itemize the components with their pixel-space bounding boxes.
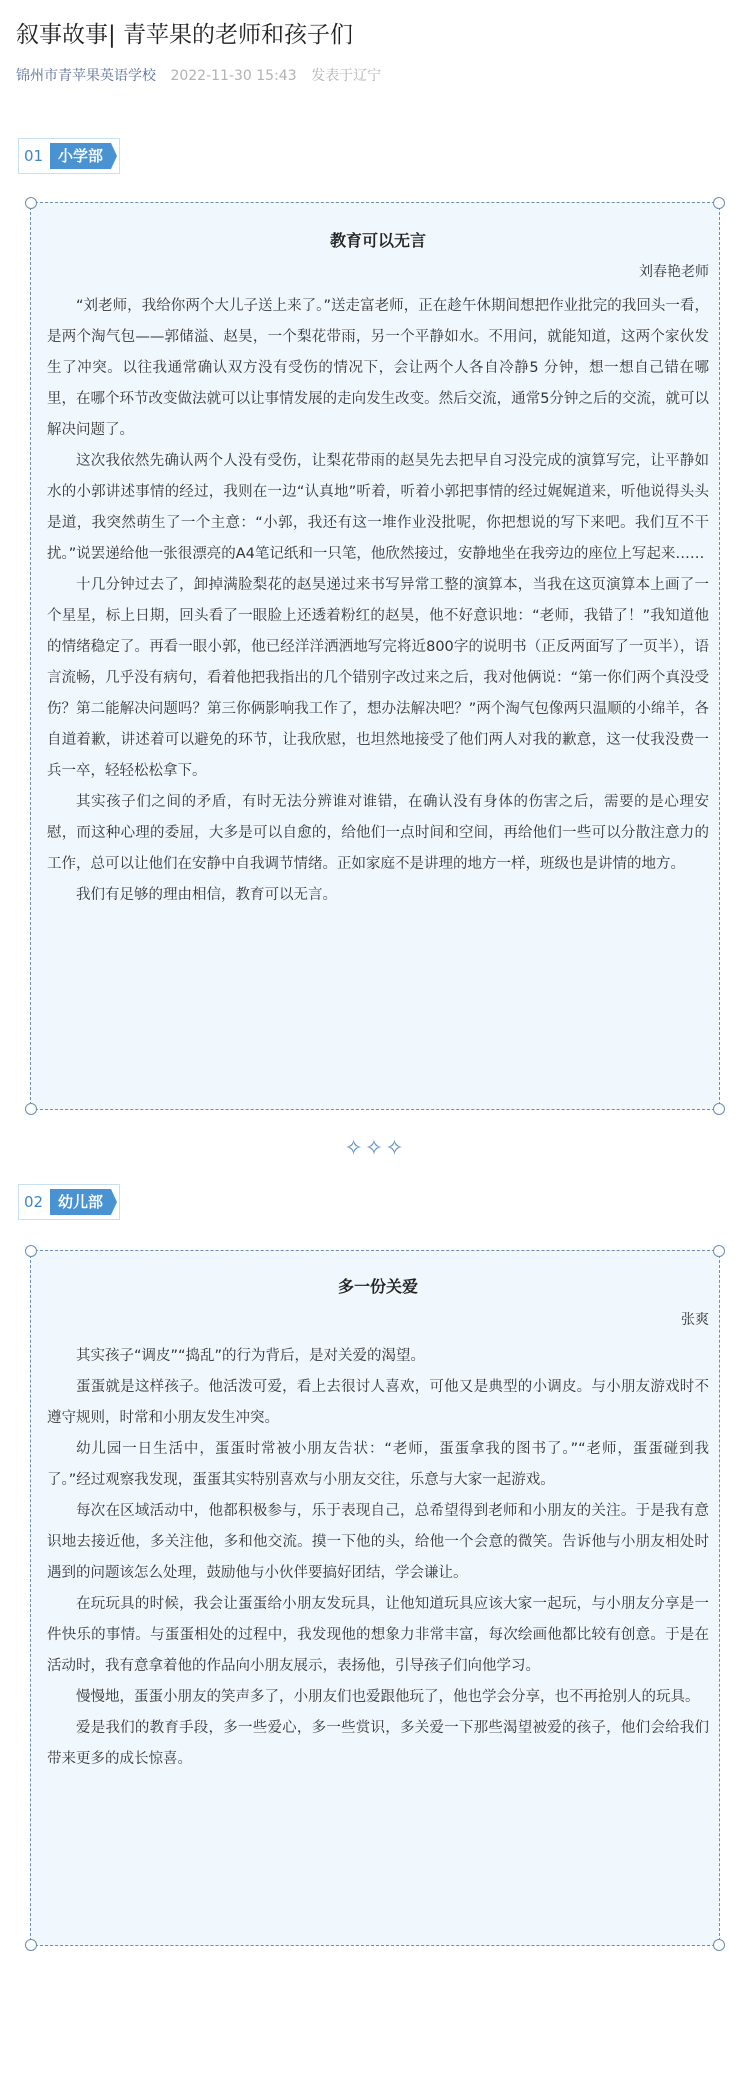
corner-dot bbox=[713, 1245, 725, 1257]
story-paragraph: 其实孩子“调皮”“捣乱”的行为背后，是对关爱的渴望。 bbox=[76, 1348, 426, 1364]
story-card-kindergarten bbox=[30, 1250, 720, 1946]
account-name-link[interactable]: 锦州市青苹果英语学校 bbox=[16, 68, 156, 84]
section-label: 小学部 bbox=[50, 143, 111, 169]
article-meta bbox=[16, 66, 734, 86]
story-paragraph: 这次我依然先确认两个人没有受伤，让梨花带雨的赵昊先去把早自习没完成的演算写完，让平静如水的小郭讲述事情的经过，我则在一边“认真地”听着，听着小郭把事情的经过娓娓道来，听他说得头头是道，我突然萌生了一个主意：“小郭，我还有这一堆作业没批呢，你把想说的写下来吧。我们互不干扰。”说罢递给他一张很漂亮的A4笔记纸和一只笔，他欣然接过，安静地坐在我旁边的座位上写起来…… bbox=[47, 453, 709, 562]
story-card-primary bbox=[30, 202, 720, 1110]
story-title: 教育可以无言 bbox=[329, 231, 426, 250]
story-body bbox=[47, 1341, 709, 1775]
story-paragraph: 其实孩子们之间的矛盾，有时无法分辨谁对谁错，在确认没有身体的伤害之后，需要的是心理安慰，而这种心理的委屈，大多是可以自愈的，给他们一点时间和空间，再给他们一些可以分散注意力的工作，总可以让他们在安静中自我调节情绪。正如家庭不是讲理的地方一样，班级也是讲情的地方。 bbox=[47, 794, 709, 872]
story-paragraph: 每次在区域活动中，他都积极参与，乐于表现自己，总希望得到老师和小朋友的关注。于是我有意识地去接近他，多关注他，多和他交流。摸一下他的头，给他一个会意的微笑。告诉他与小朋友相处时遇到的问题该怎么处理，鼓励他与小伙伴要搞好团结，学会谦让。 bbox=[47, 1503, 709, 1581]
corner-dot bbox=[713, 197, 725, 209]
section-number: 02 bbox=[24, 1193, 44, 1211]
section-number: 01 bbox=[24, 147, 44, 165]
publish-location: 发表于辽宁 bbox=[311, 68, 382, 84]
story-paragraph: 在玩玩具的时候，我会让蛋蛋给小朋友发玩具，让他知道玩具应该大家一起玩，与小朋友分享是一件快乐的事情。与蛋蛋相处的过程中，我发现他的想象力非常丰富，每次绘画他都比较有创意。于是在活动时，我有意拿着他的作品向小朋友展示，表扬他，引导孩子们向他学习。 bbox=[47, 1596, 709, 1674]
story-paragraph: 慢慢地，蛋蛋小朋友的笑声多了，小朋友们也爱跟他玩了，他也学会分享，也不再抢别人的玩具。 bbox=[76, 1689, 700, 1705]
story-paragraph: 爱是我们的教育手段，多一些爱心，多一些赏识，多关爱一下那些渴望被爱的孩子，他们会给我们带来更多的成长惊喜。 bbox=[47, 1720, 709, 1767]
story-paragraph: 我们有足够的理由相信，教育可以无言。 bbox=[76, 887, 337, 903]
story-title: 多一份关爱 bbox=[337, 1277, 418, 1296]
story-author: 刘春艳老师 bbox=[639, 264, 709, 280]
corner-dot bbox=[713, 1939, 725, 1951]
article-title: 叙事故事| 青苹果的老师和孩子们 bbox=[16, 22, 354, 48]
story-paragraph: 蛋蛋就是这样孩子。他活泼可爱，看上去很讨人喜欢，可他又是典型的小调皮。与小朋友游戏时不遵守规则，时常和小朋友发生冲突。 bbox=[47, 1379, 709, 1426]
section-label: 幼儿部 bbox=[50, 1189, 111, 1215]
corner-dot bbox=[25, 1245, 37, 1257]
corner-dot bbox=[25, 197, 37, 209]
story-body bbox=[47, 291, 709, 911]
section-tag-kindergarten bbox=[18, 1184, 122, 1224]
corner-dot bbox=[713, 1103, 725, 1115]
section-tag-primary bbox=[18, 138, 122, 178]
publish-date: 2022-11-30 15:43 bbox=[170, 68, 297, 84]
corner-dot bbox=[25, 1103, 37, 1115]
star-divider-icon: ✧✧✧ bbox=[344, 1136, 406, 1161]
story-author: 张爽 bbox=[681, 1312, 709, 1328]
story-paragraph: 幼儿园一日生活中，蛋蛋时常被小朋友告状：“老师，蛋蛋拿我的图书了。”“老师，蛋蛋碰到我了。”经过观察我发现，蛋蛋其实特别喜欢与小朋友交往，乐意与大家一起游戏。 bbox=[47, 1441, 709, 1488]
corner-dot bbox=[25, 1939, 37, 1951]
story-paragraph: 十几分钟过去了，卸掉满脸梨花的赵昊递过来书写异常工整的演算本，当我在这页演算本上画了一个星星，标上日期，回头看了一眼脸上还透着粉红的赵昊，他不好意识地：“老师，我错了！”我知道他的情绪稳定了。再看一眼小郭，他已经洋洋洒洒地写完将近800字的说明书（正反两面写了一页半），语言流畅，几乎没有病句，看着他把我指出的几个错别字改过来之后，我对他俩说：“第一你们两个真没受伤？第二能解决问题吗？第三你俩影响我工作了，想办法解决吧？”两个淘气包像两只温顺的小绵羊，各自道着歉，讲述着可以避免的环节，让我欣慰，也坦然地接受了他们两人对我的歉意，这一仗我没费一兵一卒，轻轻松松拿下。 bbox=[47, 577, 709, 779]
story-paragraph: “刘老师，我给你两个大儿子送上来了。”送走富老师，正在趁午休期间想把作业批完的我回头一看，是两个淘气包——郭储溢、赵昊，一个梨花带雨，另一个平静如水。不用问，就能知道，这两个家伙发生了冲突。以往我通常确认双方没有受伤的情况下，会让两个人各自冷静5 分钟，想一想自己错在哪里，在哪个环节改变做法就可以让事情发展的走向发生改变。然后交流，通常5分钟之后的交流，就可以解决问题了。 bbox=[47, 298, 709, 438]
